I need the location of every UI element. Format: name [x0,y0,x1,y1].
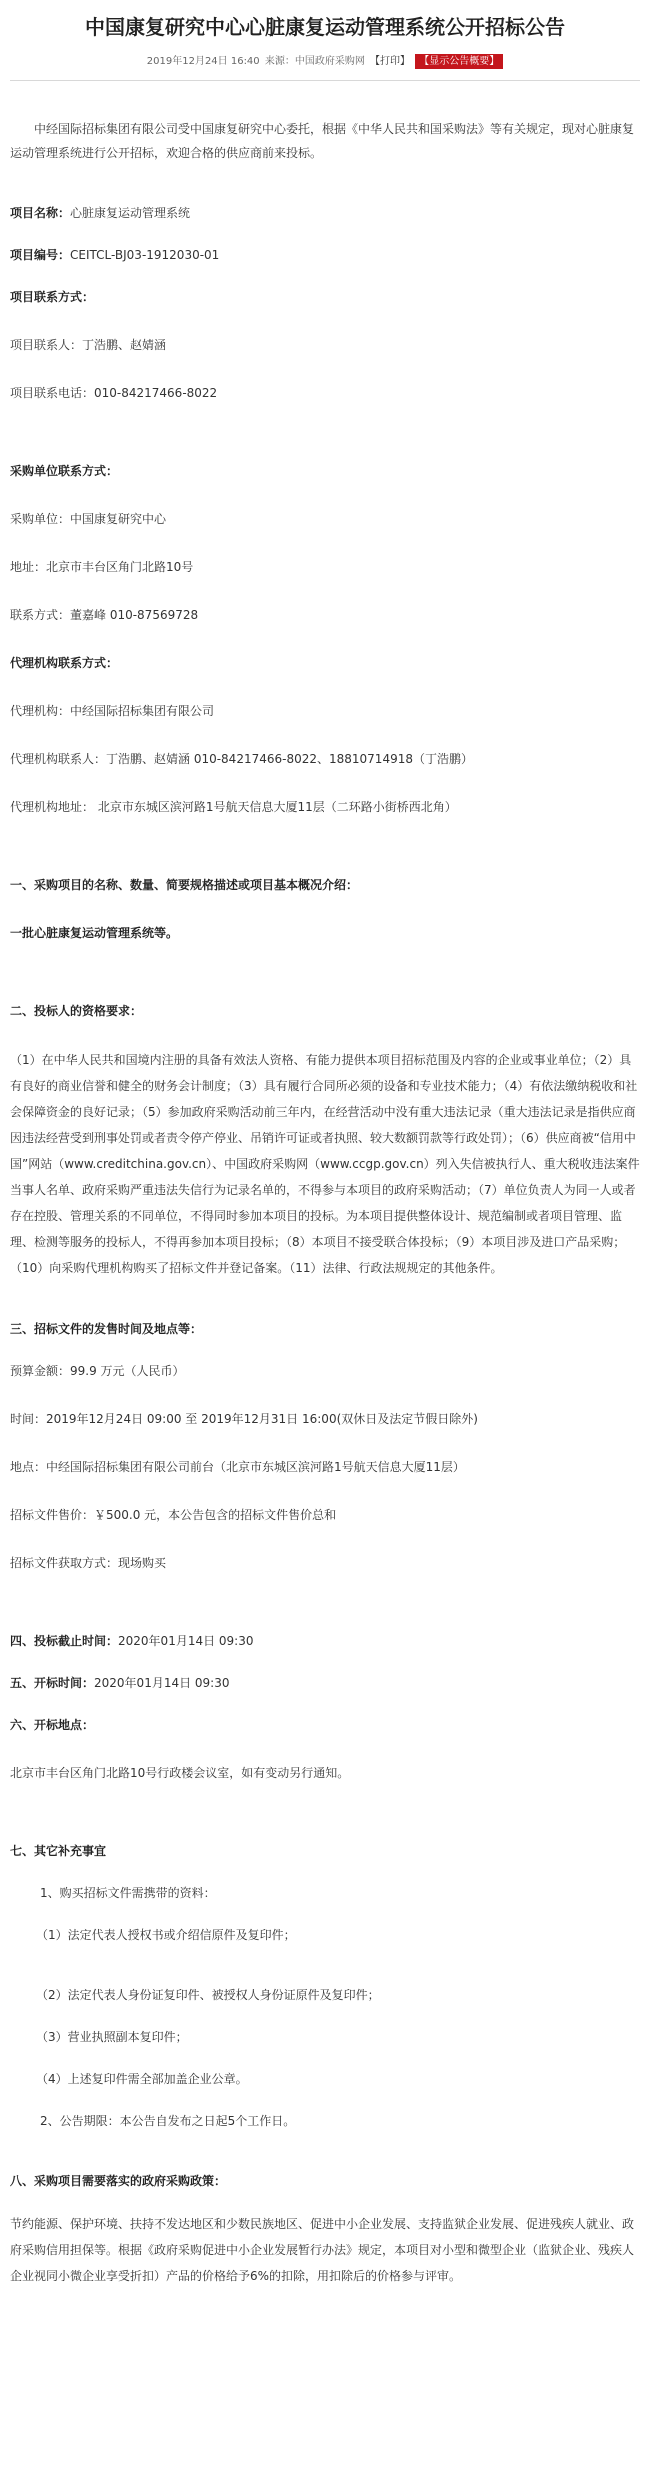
purchaser-unit: 采购单位：中国康复研究中心 [10,512,167,526]
page-title: 中国康复研究中心心脏康复运动管理系统公开招标公告 [85,15,565,39]
intro-paragraph: 中经国际招标集团有限公司受中国康复研究中心委托，根据《中华人民共和国采购法》等有关规定，现对心脏康复运动管理系统进行公开招标，欢迎合格的供应商前来投标。 [10,122,635,160]
section-6-body: 北京市丰台区角门北路10号行政楼会议室，如有变动另行通知。 [10,1766,350,1780]
section-4-line [10,1629,640,1653]
section-6-heading: 六、开标地点： [10,1718,95,1732]
publish-datetime: 2019年12月24日 16:40 [146,56,260,67]
section-1-body: 一批心脏康复运动管理系统等。 [10,926,179,940]
section-7-heading: 七、其它补充事宜 [10,1844,107,1858]
section-3-method: 招标文件获取方式：现场购买 [10,1556,167,1570]
announcement-body [10,117,640,2307]
section-2-heading: 二、投标人的资格要求： [10,1004,143,1018]
section-7-item-2: 2、公告期限：本公告自发布之日起5个工作日。 [40,2114,296,2128]
project-contact-phone: 项目联系电话：010-84217466-8022 [10,386,218,400]
section-8-heading: 八、采购项目需要落实的政府采购政策： [10,2174,227,2188]
section-1-heading: 一、采购项目的名称、数量、简要规格描述或项目基本概况介绍： [10,878,359,892]
section-5-heading: 五、开标时间： [10,1676,95,1690]
section-4-value: 2020年01月14日 09:30 [118,1634,254,1648]
project-contact-person: 项目联系人：丁浩鹏、赵婧涵 [10,338,167,352]
section-7-item-1-1: （1）法定代表人授权书或介绍信原件及复印件； [36,1928,296,1942]
agency-address: 代理机构地址： 北京市东城区滨河路1号航天信息大厦11层（二环路小街桥西北角） [10,800,457,814]
section-3-heading: 三、招标文件的发售时间及地点等： [10,1322,203,1336]
agency-heading: 代理机构联系方式： [10,656,119,670]
section-7-item-1-2: （2）法定代表人身份证复印件、被授权人身份证原件及复印件； [36,1988,380,2002]
project-contact-heading: 项目联系方式： [10,290,95,304]
section-3-budget: 预算金额：99.9 万元（人民币） [10,1364,185,1378]
section-3-time: 时间：2019年12月24日 09:00 至 2019年12月31日 16:00(双休日及法定节假日除外) [10,1412,478,1426]
section-2-body: （1）在中华人民共和国境内注册的具备有效法人资格、有能力提供本项目招标范围及内容的企业或事业单位；（2）具有良好的商业信誉和健全的财务会计制度；（3）具有履行合同所必须的设备和专业技术能力；（4）有依法缴纳税收和社会保障资金的良好记录；（5）参加政府采购活动前三年内，在经营活动中没有重大违法记录（重大违法记录是指供应商因违法经营受到刑事处罚或者责令停产停业、吊销许可证或者执照、较大数额罚款等行政处罚）；（6）供应商被“信用中国”网站（www.creditchina.gov.cn）、中国政府采购网（www.ccgp.gov.cn）列入失信被执行人、重大税收违法案件当事人名单、政府采购严重违法失信行为记录名单的，不得参与本项目的政府采购活动；（7）单位负责人为同一人或者存在控股、管理关系的不同单位，不得同时参加本项目的投标。为本项目提供整体设计、规范编制或者项目管理、监理、检测等服务的投标人，不得再参加本项目投标；（8）本项目不接受联合体投标；（9）本项目涉及进口产品采购；（10）向采购代理机构购买了招标文件并登记备案。（11）法律、行政法规规定的其他条件。 [10,1053,640,1275]
section-3-price: 招标文件售价：￥500.0 元，本公告包含的招标文件售价总和 [10,1508,337,1522]
show-summary-button[interactable]: 【显示公告概要】 [415,54,503,69]
purchaser-heading: 采购单位联系方式： [10,464,119,478]
project-code-value: CEITCL-BJ03-1912030-01 [70,248,220,262]
section-7-item-1-3: （3）营业执照副本复印件； [36,2030,188,2044]
section-8-body: 节约能源、保护环境、扶持不发达地区和少数民族地区、促进中小企业发展、支持监狱企业发展、促进残疾人就业、政府采购信用担保等。根据《政府采购促进中小企业发展暂行办法》规定，本项目对小型和微型企业（监狱企业、残疾人企业视同小微企业享受折扣）产品的价格给予6%的扣除，用扣除后的价格参与评审。 [10,2217,635,2283]
section-5-value: 2020年01月14日 09:30 [94,1676,230,1690]
project-code-line [10,243,640,267]
section-7-item-1: 1、购买招标文件需携带的资料： [40,1886,216,1900]
title-divider [10,80,640,81]
project-name-line [10,201,640,225]
source-label: 来源：中国政府采购网 [264,56,365,67]
project-code-label: 项目编号： [10,248,71,262]
section-4-heading: 四、投标截止时间： [10,1634,119,1648]
section-7-item-1-4: （4）上述复印件需全部加盖企业公章。 [36,2072,248,2086]
agency-contact: 代理机构联系人：丁浩鹏、赵婧涵 010-84217466-8022、18810714918（丁浩鹏） [10,752,473,766]
purchaser-address: 地址：北京市丰台区角门北路10号 [10,560,194,574]
section-3-place: 地点：中经国际招标集团有限公司前台（北京市东城区滨河路1号航天信息大厦11层） [10,1460,465,1474]
agency-name: 代理机构：中经国际招标集团有限公司 [10,704,215,718]
print-button[interactable]: 【打印】 [370,56,411,67]
section-5-line [10,1671,640,1695]
project-name-value: 心脏康复运动管理系统 [70,206,191,220]
meta-bar [10,54,640,70]
purchaser-contact: 联系方式：董嘉峰 010-87569728 [10,608,199,622]
project-name-label: 项目名称： [10,206,71,220]
